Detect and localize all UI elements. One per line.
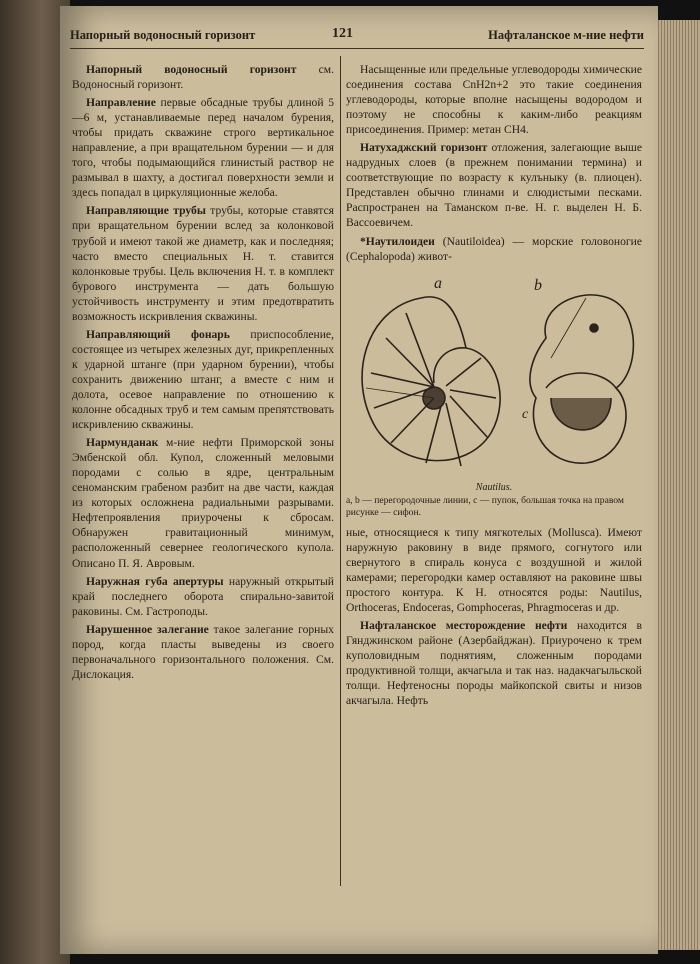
book-page bbox=[60, 6, 658, 954]
entry-term: Нафталанское месторождение нефти bbox=[360, 618, 568, 632]
dictionary-entry bbox=[346, 62, 642, 137]
entry-text: см. Водоносный горизонт. bbox=[72, 63, 334, 92]
dictionary-entry bbox=[72, 574, 334, 619]
entry-term: Направление bbox=[86, 96, 156, 110]
dictionary-entry bbox=[72, 435, 334, 570]
column-divider bbox=[340, 56, 341, 886]
entry-text: Насыщенные или предельные углеводороды химические соединения состава CnH2n+2 это такие соединения углеводороды, которые вполне насыщены водородом и поэтому не способны к каким-либо реакциям присоединения. Пример: метан CH4. bbox=[346, 63, 642, 137]
dictionary-entry bbox=[72, 203, 334, 323]
figure-label-c: c bbox=[522, 406, 529, 422]
entry-text: (Nautiloidea) — морские головоногие (Cephalopoda) живот- bbox=[346, 234, 642, 263]
entry-term: Направляющие трубы bbox=[86, 204, 206, 218]
entry-text: трубы, которые ставятся при вращательном бурении вслед за колонковой трубой и имеют такой же диаметр, как и последняя; часто вместо специальных Н. т. ставится колонковые трубы. Цель включения Н. т. в комплект бурового инструмента — дать большую устойчивость инструменту и этим предотвратить возможность искривления скважины. bbox=[72, 204, 334, 323]
dictionary-entry-continuation bbox=[346, 525, 642, 615]
figure-caption: a, b — перегородочные линии, c — пупок, большая точка на правом рисунке — сифон. bbox=[346, 494, 624, 518]
running-header bbox=[70, 24, 644, 49]
entry-term: Наружная губа апертуры bbox=[86, 574, 224, 588]
entry-text: ные, относящиеся к типу мягкотелых (Mollusca). Имеют наружную раковину в виде прямого, согнутого или свернутого в спираль конуса с воздушной и жилой камерами; перегородки камер оставляют на раковине швы простого контура. К Н. относятся роды: Nautilus, Orthoceras, Endoceras, Gomphoceras, Phragmoceras и др. bbox=[346, 525, 642, 614]
entry-text: такое залегание горных пород, когда пласты выведены из своего первоначального горизонтального положения. См. Дислокация. bbox=[72, 622, 334, 681]
entry-term: Напорный водоносный горизонт bbox=[86, 63, 297, 76]
figure-title: Nautilus. bbox=[475, 481, 513, 493]
left-column bbox=[72, 62, 334, 942]
dictionary-entry bbox=[72, 622, 334, 682]
entry-text: наружный открытый край последнего оборота спирально-завитой раковины. См. Гастроподы. bbox=[72, 574, 334, 618]
figure-label-b: b bbox=[534, 276, 542, 294]
dictionary-entry bbox=[72, 95, 334, 200]
figure-label-a: a bbox=[434, 274, 442, 292]
nautilus-figure bbox=[346, 268, 642, 519]
entry-term: Нармунданак bbox=[86, 436, 159, 450]
entry-term: *Наутилоидеи bbox=[360, 234, 435, 248]
header-right-term: Нафталанское м-ние нефти bbox=[488, 28, 644, 42]
right-column bbox=[346, 62, 642, 942]
entry-term: Направляющий фонарь bbox=[86, 327, 230, 341]
entry-text: находится в Гянджинском районе (Азербайджан). Приурочено к трем куполовидным поднятиям, сложенным породами продуктивной толщи, акчагыла и так наз. надакчагыльской толщи. Нефтеносны породы майкопской свиты и низов акчагыла. Нефть bbox=[346, 618, 642, 708]
header-left-term: Напорный водоносный горизонт bbox=[70, 28, 256, 42]
dictionary-entry bbox=[346, 140, 642, 230]
entry-text: приспособление, состоящее из четырех железных дуг, прикрепленных к ударной штанге (при ударном бурении), чтобы сохранить движению штанг, а вместе с ним и долота, осевое направление по отношению к колонне обсадных труб и тем самым препятствовать искривлению скважины. bbox=[72, 327, 334, 432]
dictionary-entry bbox=[346, 618, 642, 708]
entry-text: отложения, залегающие выше надрудных слоев (в прежнем понимании термина) и соответствующие по возрасту к кулъныку (в. плиоцен). Представлен обычно глинами и слюдистыми песками. Распространен на Таманском п-ве. Н. г. выделен Н. Б. Вассоевичем. bbox=[346, 141, 642, 230]
dictionary-entry bbox=[72, 62, 334, 92]
page-number: 121 bbox=[332, 26, 353, 41]
entry-text: первые обсадные трубы длиной 5—6 м, устанавливаемые перед началом бурения, чтобы придать скважине строго вертикальное направление, а при вращательном бурении — и для того, чтобы подымающийся глинистый раствор не размывал в шахту, а достигал поверхности земли и здесь попадал в циркуляционные желоба. bbox=[72, 96, 334, 200]
entry-text: м-ние нефти Приморской зоны Эмбенской обл. Купол, сложенный меловыми породами с солью в ядре, центральным сеноманским грабеном разбит на две части, каждая из которых осложнена радиальными разрывами. Нефтепроявления приурочены к сбросам. Обнаружен гравитационный минимум, расположенный севернее геологического купола. Описано П. Я. Авровым. bbox=[72, 436, 334, 570]
dictionary-entry bbox=[346, 234, 642, 264]
entry-term: Нарушенное залегание bbox=[86, 622, 209, 636]
nautilus-illustration bbox=[346, 268, 642, 478]
entry-term: Натухаджский горизонт bbox=[360, 141, 488, 155]
dictionary-entry bbox=[72, 327, 334, 432]
